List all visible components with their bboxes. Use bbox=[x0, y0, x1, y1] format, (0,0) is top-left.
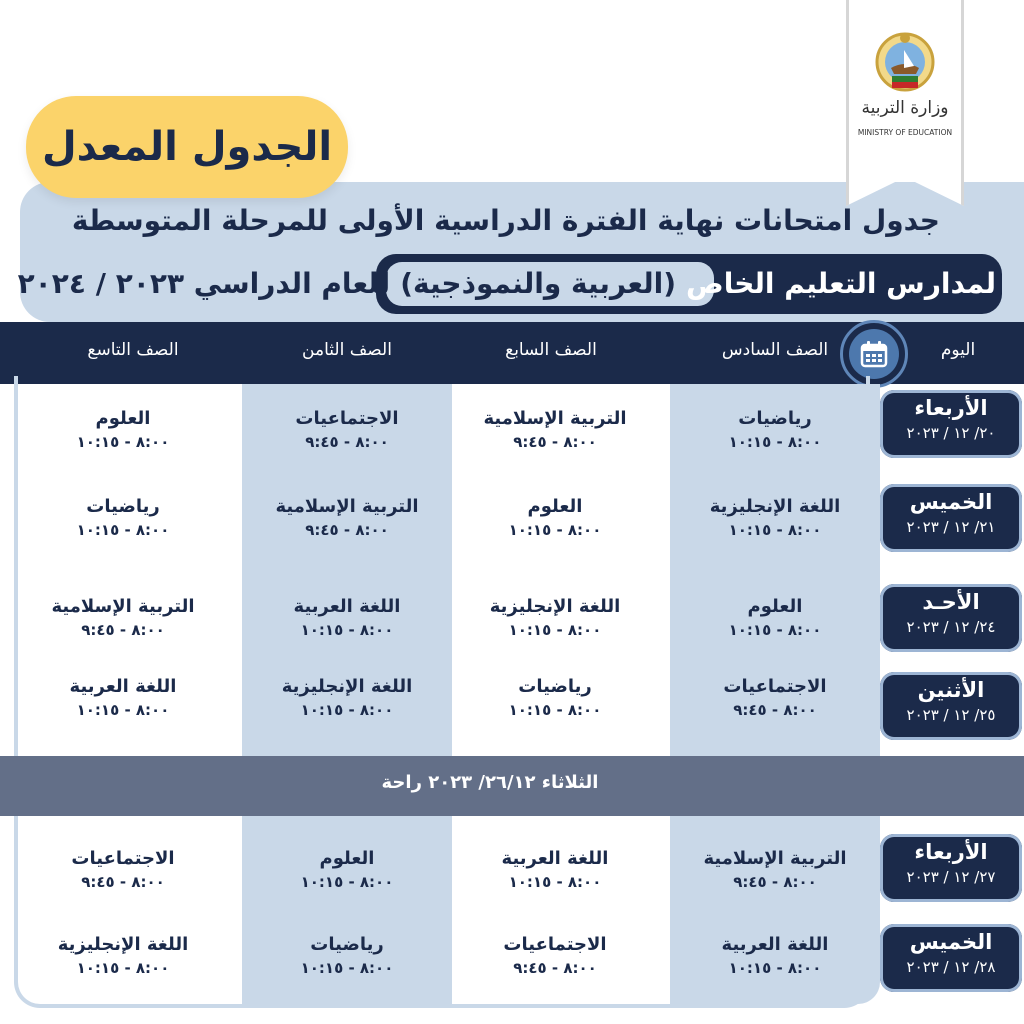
day-name: الخميس bbox=[909, 490, 993, 514]
subject: رياضيات bbox=[86, 496, 160, 517]
title-line-2-part-b: (العربية والنموذجية) bbox=[400, 267, 677, 300]
exam-cell bbox=[18, 596, 228, 656]
subject: الاجتماعيات bbox=[503, 934, 607, 955]
exam-cell bbox=[450, 934, 660, 994]
subject: اللغة الإنجليزية bbox=[709, 496, 841, 517]
subject: اللغة العربية bbox=[721, 934, 829, 955]
title-line-1: جدول امتحانات نهاية الفترة الدراسية الأولى للمرحلة المتوسطة bbox=[71, 204, 940, 237]
subject: التربية الإسلامية bbox=[483, 408, 627, 429]
calendar-icon bbox=[860, 340, 888, 368]
subject: اللغة الإنجليزية bbox=[57, 934, 189, 955]
time: ٨:٠٠ - ١٠:١٥ bbox=[76, 433, 170, 451]
time: ٨:٠٠ - ١٠:١٥ bbox=[76, 959, 170, 977]
day-date: ٢٨/ ١٢ / ٢٠٢٣ bbox=[906, 958, 996, 976]
exam-cell bbox=[670, 676, 880, 736]
subject: التربية الإسلامية bbox=[51, 596, 195, 617]
exam-cell bbox=[18, 496, 228, 556]
ministry-name-english: MINISTRY OF EDUCATION bbox=[857, 128, 953, 137]
day-name: الأربعاء bbox=[914, 840, 988, 864]
column-header-grade-8: الصف الثامن bbox=[302, 340, 392, 360]
title-line-2-part-c: للعام الدراسي ٢٠٢٣ / ٢٠٢٤ bbox=[17, 267, 391, 300]
exam-cell bbox=[242, 496, 452, 556]
subject: اللغة العربية bbox=[293, 596, 401, 617]
exam-cell bbox=[18, 676, 228, 736]
day-date: ٢٥/ ١٢ / ٢٠٢٣ bbox=[906, 706, 996, 724]
subject: رياضيات bbox=[310, 934, 384, 955]
subject: اللغة العربية bbox=[69, 676, 177, 697]
time: ٨:٠٠ - ١٠:١٥ bbox=[728, 433, 822, 451]
exam-cell bbox=[242, 596, 452, 656]
time: ٨:٠٠ - ٩:٤٥ bbox=[81, 621, 165, 639]
subject: رياضيات bbox=[518, 676, 592, 697]
day-name: الخميس bbox=[909, 930, 993, 954]
time: ٨:٠٠ - ١٠:١٥ bbox=[728, 521, 822, 539]
day-date: ٢١/ ١٢ / ٢٠٢٣ bbox=[906, 518, 996, 536]
time: ٨:٠٠ - ١٠:١٥ bbox=[76, 521, 170, 539]
time: ٨:٠٠ - ٩:٤٥ bbox=[733, 873, 817, 891]
exam-cell bbox=[670, 848, 880, 908]
day-name: الأحـد bbox=[922, 590, 980, 614]
subject: العلوم bbox=[319, 848, 375, 869]
time: ٨:٠٠ - ١٠:١٥ bbox=[508, 873, 602, 891]
day-cell bbox=[880, 390, 1022, 458]
rest-day-text: الثلاثاء ٢٦/١٢/ ٢٠٢٣ راحة bbox=[381, 772, 599, 793]
exam-cell bbox=[242, 848, 452, 908]
column-header-grade-7: الصف السابع bbox=[505, 340, 597, 360]
subject: الاجتماعيات bbox=[71, 848, 175, 869]
time: ٨:٠٠ - ٩:٤٥ bbox=[305, 521, 389, 539]
day-cell bbox=[880, 484, 1022, 552]
time: ٨:٠٠ - ١٠:١٥ bbox=[508, 621, 602, 639]
exam-cell bbox=[242, 676, 452, 736]
subject: العلوم bbox=[527, 496, 583, 517]
day-cell bbox=[880, 584, 1022, 652]
exam-cell bbox=[450, 676, 660, 736]
kuwait-emblem-icon bbox=[874, 30, 936, 96]
exam-cell bbox=[670, 934, 880, 994]
exam-cell bbox=[242, 408, 452, 468]
day-date: ٢٤/ ١٢ / ٢٠٢٣ bbox=[906, 618, 996, 636]
exam-cell bbox=[18, 934, 228, 994]
ministry-name-arabic: وزارة التربية bbox=[861, 98, 949, 118]
subject: اللغة الإنجليزية bbox=[489, 596, 621, 617]
exam-cell bbox=[450, 408, 660, 468]
exam-cell bbox=[450, 596, 660, 656]
day-cell bbox=[880, 672, 1022, 740]
time: ٨:٠٠ - ٩:٤٥ bbox=[305, 433, 389, 451]
exam-cell bbox=[450, 496, 660, 556]
time: ٨:٠٠ - ١٠:١٥ bbox=[728, 959, 822, 977]
exam-cell bbox=[18, 408, 228, 468]
time: ٨:٠٠ - ١٠:١٥ bbox=[300, 959, 394, 977]
column-header-day: اليوم bbox=[940, 340, 976, 360]
title-line-2-part-a: لمدارس التعليم الخاص bbox=[686, 267, 996, 300]
column-header-grade-9: الصف التاسع bbox=[87, 340, 179, 360]
time: ٨:٠٠ - ٩:٤٥ bbox=[733, 701, 817, 719]
time: ٨:٠٠ - ١٠:١٥ bbox=[508, 521, 602, 539]
exam-cell bbox=[242, 934, 452, 994]
time: ٨:٠٠ - ١٠:١٥ bbox=[508, 701, 602, 719]
time: ٨:٠٠ - ١٠:١٥ bbox=[76, 701, 170, 719]
time: ٨:٠٠ - ١٠:١٥ bbox=[300, 873, 394, 891]
exam-cell bbox=[670, 596, 880, 656]
time: ٨:٠٠ - ٩:٤٥ bbox=[513, 433, 597, 451]
time: ٨:٠٠ - ١٠:١٥ bbox=[300, 701, 394, 719]
time: ٨:٠٠ - ٩:٤٥ bbox=[81, 873, 165, 891]
time: ٨:٠٠ - ١٠:١٥ bbox=[300, 621, 394, 639]
column-header-grade-6: الصف السادس bbox=[721, 340, 829, 360]
subject: التربية الإسلامية bbox=[703, 848, 847, 869]
exam-cell bbox=[670, 408, 880, 468]
day-name: الأثنين bbox=[917, 678, 985, 702]
exam-cell bbox=[450, 848, 660, 908]
day-name: الأربعاء bbox=[914, 396, 988, 420]
revised-schedule-badge: الجدول المعدل bbox=[26, 96, 348, 198]
subject: اللغة العربية bbox=[501, 848, 609, 869]
subject: العلوم bbox=[95, 408, 151, 429]
subject: الاجتماعيات bbox=[723, 676, 827, 697]
title-line-2 bbox=[17, 262, 996, 306]
day-cell bbox=[880, 924, 1022, 992]
exam-cell bbox=[670, 496, 880, 556]
subject: العلوم bbox=[747, 596, 803, 617]
subject: التربية الإسلامية bbox=[275, 496, 419, 517]
day-date: ٢٧/ ١٢ / ٢٠٢٣ bbox=[906, 868, 996, 886]
day-cell bbox=[880, 834, 1022, 902]
subject: اللغة الإنجليزية bbox=[281, 676, 413, 697]
day-date: ٢٠/ ١٢ / ٢٠٢٣ bbox=[906, 424, 996, 442]
subject: الاجتماعيات bbox=[295, 408, 399, 429]
time: ٨:٠٠ - ١٠:١٥ bbox=[728, 621, 822, 639]
exam-cell bbox=[18, 848, 228, 908]
time: ٨:٠٠ - ٩:٤٥ bbox=[513, 959, 597, 977]
subject: رياضيات bbox=[738, 408, 812, 429]
